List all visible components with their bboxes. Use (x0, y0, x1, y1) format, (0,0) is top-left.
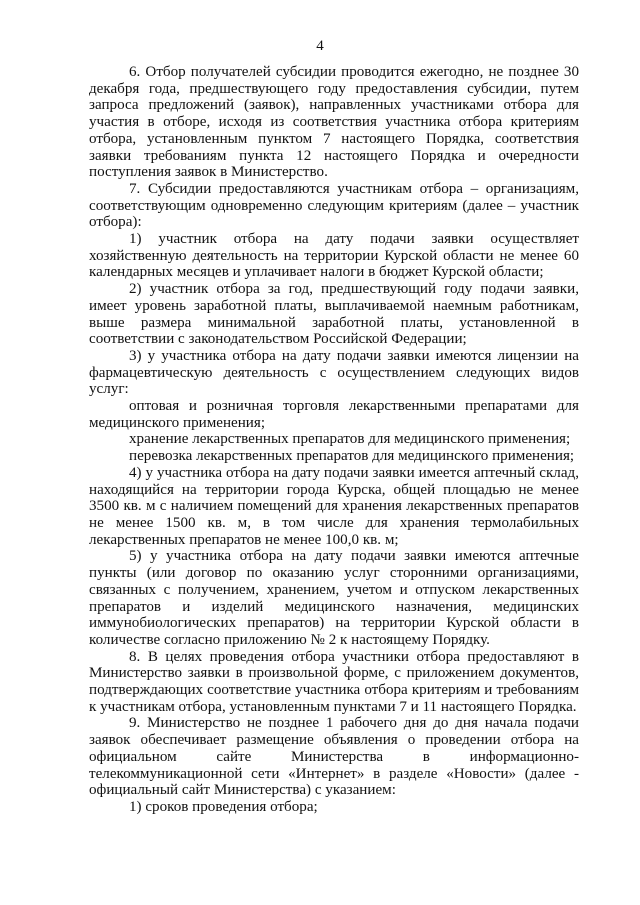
paragraph-9: 9. Министерство не позднее 1 рабочего дня до дня начала подачи заявок обеспечивает размещение объявления о проведении отбора на официальном сайте Министерства в информационно-телекоммуникационной сети «Интернет» в разделе «Новости» (далее - официальный сайт Министерства) с указанием: (89, 715, 579, 799)
criterion-3: 3) у участника отбора на дату подачи заявки имеются лицензии на фармацевтическую деятельность с осуществлением следующих видов услуг: (89, 347, 579, 398)
paragraph-7: 7. Субсидии предоставляются участникам отбора – организациям, соответствующим одновременно следующим критериям (далее – участник отбора): (89, 180, 579, 231)
document-body (89, 64, 579, 816)
service-transport: перевозка лекарственных препаратов для медицинского применения; (129, 448, 575, 465)
service-wholesale-retail: оптовая и розничная торговля лекарственными препаратами для медицинского применения; (89, 398, 579, 431)
criterion-2: 2) участник отбора за год, предшествующий году подачи заявки, имеет уровень заработной платы, выплачиваемой наемным работникам, выше размера минимальной заработной платы, установленной в соответствии с законодательством Российской Федерации; (89, 281, 579, 348)
paragraph-6: 6. Отбор получателей субсидии проводится ежегодно, не позднее 30 декабря года, предшествующего году предоставления субсидии, путем запроса предложений (заявок), направленных участниками отбора для участия в отборе, исходя из соответствия участника отбора критериям отбора, установленным пунктом 7 настоящего Порядка, соответствия заявки требованиям пункта 12 настоящего Порядка и очередности поступления заявок в Министерство. (89, 64, 579, 181)
criterion-4: 4) у участника отбора на дату подачи заявки имеется аптечный склад, находящийся на территории города Курска, общей площадью не менее 3500 кв. м с наличием помещений для хранения лекарственных препаратов не менее 1500 кв. м, в том числе для хранения термолабильных лекарственных препаратов не менее 100,0 кв. м; (89, 464, 579, 548)
service-storage: хранение лекарственных препаратов для медицинского применения; (129, 431, 571, 448)
page-number: 4 (316, 38, 324, 54)
paragraph-8: 8. В целях проведения отбора участники отбора предоставляют в Министерство заявки в произвольной форме, с приложением документов, подтверждающих соответствие участника отбора критериям и требованиям к участникам отбора, установленным пунктами 7 и 11 настоящего Порядка. (89, 648, 579, 715)
criterion-5: 5) у участника отбора на дату подачи заявки имеются аптечные пункты (или договор по оказанию услуг сторонними организациями, связанных с получением, хранением, учетом и отпуском лекарственных препаратов и изделий медицинского назначения, медицинских иммунобиологических препаратов) на территории Курской области в количестве согласно приложению № 2 к настоящему Порядку. (89, 548, 579, 648)
criterion-1: 1) участник отбора на дату подачи заявки осуществляет хозяйственную деятельность на территории Курской области не менее 60 календарных месяцев и уплачивает налоги в бюджет Курской области; (89, 231, 579, 281)
announcement-item-1: 1) сроков проведения отбора; (129, 798, 318, 815)
